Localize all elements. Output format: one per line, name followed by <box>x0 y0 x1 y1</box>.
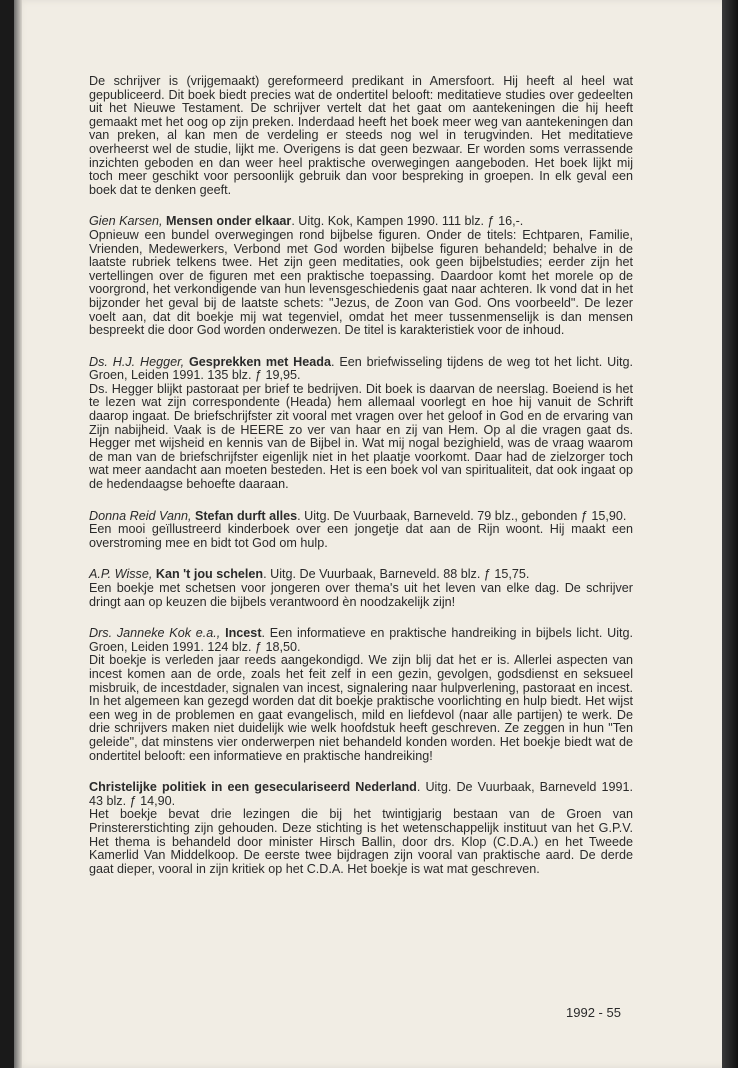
review-item <box>89 627 633 763</box>
intro-paragraph <box>89 75 633 197</box>
review-meta: . Uitg. De Vuurbaak, Barneveld. 79 blz., gebonden ƒ 15,90. <box>297 508 627 523</box>
review-title: Mensen onder elkaar <box>166 214 292 229</box>
review-body: Dit boekje is verleden jaar reeds aangekondigd. We zijn blij dat het er is. Allerlei aspecten van incest komen aan de orde, zoals het feit zelf in een gezin, gevolgen, godsdienst en seksueel misbruik, de incestdader, signalen van incest, signalering naar hulpverlening, pastoraat en incest. In het algemeen kan gezegd worden dat dit boekje praktische voorlichting en hulp biedt. Het wijst een weg in de problemen en gaat evangelisch, mild en liefdevol (naar alle partijen) te werk. De drie schrijvers maken niet duidelijk wie welk hoofdstuk heeft geschreven. Ze zeggen in hun "Ten geleide", dat minstens vier onderwerpen niet behandeld konden worden. Het boekje biedt wat de ondertitel belooft: een informatieve en praktische handreiking! <box>89 653 633 763</box>
review-body: Een mooi geïllustreerd kinderboek over een jongetje dat aan de Rijn woont. Hij maakt een overstroming mee en bidt tot God om hulp. <box>89 522 633 550</box>
page-content <box>89 75 633 894</box>
intro-text: De schrijver is (vrijgemaakt) gereformeerd predikant in Amersfoort. Hij heeft al heel wat gepubliceerd. Dit boek biedt precies wat de ondertitel belooft: meditatieve studies over gedeelten uit het Nieuwe Testament. De schrijver vertelt dat het gaat om aantekeningen die hij heeft gemaakt met het oog op zijn preken. Inderdaad heeft het boek meer weg van aantekeningen dan van preken, al kan men de verdeling er steeds nog wel in terugvinden. Het meditatieve overheerst wel de studie, lijkt me. Overigens is dat geen bezwaar. Er worden soms verrassende inzichten geboden en dan weer heel praktische overwegingen aangeboden. Het boek lijkt mij toch meer geschikt voor persoonlijk gebruik dan voor bespreking in groepen. In elk geval een boek dat te denken geeft. <box>89 74 633 197</box>
review-item <box>89 568 633 609</box>
review-author: Ds. H.J. Hegger, <box>89 354 185 369</box>
review-meta: . Uitg. De Vuurbaak, Barneveld. 88 blz. ƒ 15,75. <box>263 567 530 582</box>
review-item <box>89 215 633 337</box>
review-meta: . Een briefwisseling tijdens de weg tot het licht. Uitg. Groen, Leiden 1991. 135 blz. ƒ 19,95. <box>89 354 633 383</box>
review-author: Gien Karsen, <box>89 214 163 229</box>
review-title: Incest <box>225 626 262 641</box>
review-meta: . Uitg. Kok, Kampen 1990. 111 blz. ƒ 16,-. <box>291 214 524 229</box>
review-item <box>89 510 633 551</box>
review-author: Donna Reid Vann, <box>89 508 192 523</box>
review-body: Een boekje met schetsen voor jongeren over thema's uit het leven van elke dag. De schrijver dringt aan op keuzen die bijbels verantwoord èn noodzakelijk zijn! <box>89 581 633 609</box>
review-item <box>89 356 633 492</box>
review-body: Het boekje bevat drie lezingen die bij het twintigjarig bestaan van de Groen van Prinstererstichting zijn gehouden. Deze stichting is het wetenschappelijk instituut van het G.P.V. Het thema is behandeld door minister Hirsch Ballin, door drs. Klop (C.D.A.) en het Tweede Kamerlid Van Middelkoop. De eerste twee bijdragen zijn vooral van praktische aard. De derde gaat dieper, vooral in zijn kritiek op het C.D.A. Het boekje is wat mat geschreven. <box>89 807 633 876</box>
page-number: 1992 - 55 <box>566 1005 621 1020</box>
page-gutter-shadow <box>14 0 22 1068</box>
review-title: Gesprekken met Heada <box>188 354 331 369</box>
review-author: A.P. Wisse, <box>89 567 153 582</box>
review-item <box>89 781 633 876</box>
review-meta: . Een informatieve en praktische handreiking in bijbels licht. Uitg. Groen, Leiden 1991. 124 blz. ƒ 18,50. <box>89 626 634 654</box>
review-body: Ds. Hegger blijkt pastoraat per brief te bedrijven. Dit boek is daarvan de neerslag. Boeiend is het te lezen wat zijn correspondente (Heada) hem allemaal voorlegt en hoe hij vanuit de Schrift daarop ingaat. De briefschrijfster zit vooral met vragen over het geloof in God en de ervaring van Zijn nabijheid. Vaak is de HEERE zo ver van haar en zij van Hem. Op al die vragen gaat ds. Hegger met wijsheid en kennis van de Bijbel in. Wat mij nogal bezighield, was de vraag waarom de man van de briefschrijfster eigenlijk niet in het plaatje voorkomt. Daar had de zielzorger toch wat meer aandacht aan moeten besteden. Het is een boek vol van spiritualiteit, dat ook ingaat op de hedendaagse behoefte daaraan. <box>89 381 633 492</box>
review-meta: . Uitg. De Vuurbaak, Barneveld 1991. 43 blz. ƒ 14,90. <box>89 780 633 808</box>
review-title: Kan 't jou schelen <box>155 567 264 582</box>
review-title: Christelijke politiek in een geseculariseerd Nederland <box>89 780 417 795</box>
review-body: Opnieuw een bundel overwegingen rond bijbelse figuren. Onder de titels: Echtparen, Familie, Vrienden, Medewerkers, Verbond met God worden bijbelse figuren behandeld; behalve in de laatste rubriek telkens twee. Het zijn geen meditaties, ook geen bijbelstudies; eerder zijn het vertellingen over de figuren met een praktische toepassing. Daardoor komt het morele op de voorgrond, het verkondigende van hun levensgeschiedenis gaat naar achteren. Ik vond dat in het bijzonder het geval bij de laatste schets: "Jezus, de Zoon van God. Ons voorbeeld". De lezer voelt aan, dat dit boekje mij wat tegenviel, omdat het meer tussenmenselijk is dan mensen bespreekt die door God worden onderwezen. De titel is karakteristiek voor de inhoud. <box>89 227 633 338</box>
review-title: Stefan durft alles <box>194 508 298 523</box>
review-author: Drs. Janneke Kok e.a., <box>89 626 221 641</box>
page-right-edge <box>722 0 738 1068</box>
